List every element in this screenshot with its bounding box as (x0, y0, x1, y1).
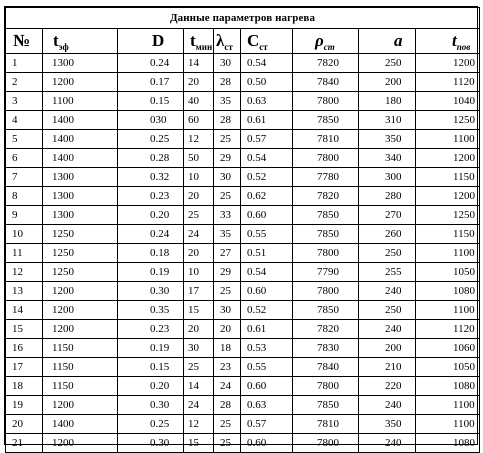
cell-density: 7800 (293, 92, 359, 111)
cell-number: 10 (6, 225, 43, 244)
cell-density: 7850 (293, 111, 359, 130)
cell-density: 7810 (293, 130, 359, 149)
cell-density: 7790 (293, 263, 359, 282)
cell-diameter: 0.15 (118, 92, 184, 111)
cell-t-min: 20 (184, 187, 214, 206)
cell-number: 7 (6, 168, 43, 187)
cell-lambda: 30 (214, 301, 241, 320)
cell-heat-capacity: 0.54 (241, 149, 293, 168)
cell-density: 7850 (293, 301, 359, 320)
cell-diameter: 030 (118, 111, 184, 130)
cell-t-eff: 1250 (43, 244, 118, 263)
cell-heat-capacity: 0.51 (241, 244, 293, 263)
cell-t-eff: 1200 (43, 73, 118, 92)
cell-t-min: 14 (184, 377, 214, 396)
cell-t-min: 14 (184, 54, 214, 73)
cell-density: 7820 (293, 54, 359, 73)
cell-t-min: 24 (184, 396, 214, 415)
cell-t-eff: 1400 (43, 415, 118, 434)
cell-t-surface: 1100 (416, 415, 480, 434)
cell-number: 18 (6, 377, 43, 396)
cell-density: 7820 (293, 320, 359, 339)
cell-t-eff: 1200 (43, 301, 118, 320)
cell-t-eff: 1200 (43, 434, 118, 453)
cell-number: 16 (6, 339, 43, 358)
table-row (6, 225, 480, 244)
cell-heat-capacity: 0.60 (241, 377, 293, 396)
cell-alpha: 240 (359, 320, 416, 339)
cell-alpha: 180 (359, 92, 416, 111)
cell-heat-capacity: 0.57 (241, 130, 293, 149)
cell-t-surface: 1250 (416, 111, 480, 130)
cell-lambda: 18 (214, 339, 241, 358)
header-alpha: a (359, 29, 416, 54)
cell-t-surface: 1080 (416, 434, 480, 453)
cell-heat-capacity: 0.54 (241, 263, 293, 282)
table-row (6, 377, 480, 396)
cell-diameter: 0.18 (118, 244, 184, 263)
header-lambda: $\lambda_{ст}$ (214, 29, 241, 54)
cell-t-min: 20 (184, 320, 214, 339)
cell-alpha: 300 (359, 168, 416, 187)
cell-t-surface: 1100 (416, 396, 480, 415)
cell-number: 5 (6, 130, 43, 149)
cell-number: 8 (6, 187, 43, 206)
cell-t-min: 30 (184, 339, 214, 358)
cell-t-eff: 1400 (43, 111, 118, 130)
cell-number: 19 (6, 396, 43, 415)
table-row (6, 263, 480, 282)
cell-diameter: 0.15 (118, 358, 184, 377)
cell-lambda: 29 (214, 149, 241, 168)
cell-alpha: 200 (359, 73, 416, 92)
cell-alpha: 250 (359, 54, 416, 73)
cell-alpha: 350 (359, 415, 416, 434)
cell-t-eff: 1300 (43, 168, 118, 187)
cell-heat-capacity: 0.52 (241, 301, 293, 320)
table-row (6, 187, 480, 206)
cell-t-surface: 1080 (416, 377, 480, 396)
cell-heat-capacity: 0.55 (241, 225, 293, 244)
cell-t-eff: 1250 (43, 225, 118, 244)
cell-t-eff: 1150 (43, 377, 118, 396)
cell-number: 12 (6, 263, 43, 282)
cell-t-surface: 1050 (416, 263, 480, 282)
cell-diameter: 0.17 (118, 73, 184, 92)
cell-heat-capacity: 0.53 (241, 339, 293, 358)
cell-lambda: 33 (214, 206, 241, 225)
header-diameter: D (118, 29, 184, 54)
cell-alpha: 250 (359, 244, 416, 263)
cell-lambda: 30 (214, 54, 241, 73)
cell-diameter: 0.30 (118, 396, 184, 415)
cell-alpha: 200 (359, 339, 416, 358)
parameters-table-frame (4, 6, 478, 449)
cell-number: 13 (6, 282, 43, 301)
cell-t-min: 25 (184, 206, 214, 225)
table-row (6, 282, 480, 301)
cell-t-surface: 1120 (416, 320, 480, 339)
cell-t-eff: 1100 (43, 92, 118, 111)
table-row (6, 206, 480, 225)
cell-t-eff: 1250 (43, 263, 118, 282)
cell-t-min: 12 (184, 130, 214, 149)
cell-lambda: 27 (214, 244, 241, 263)
cell-number: 4 (6, 111, 43, 130)
cell-t-min: 25 (184, 358, 214, 377)
cell-t-min: 10 (184, 168, 214, 187)
cell-diameter: 0.25 (118, 415, 184, 434)
table-row (6, 320, 480, 339)
cell-lambda: 25 (214, 187, 241, 206)
cell-lambda: 25 (214, 130, 241, 149)
cell-diameter: 0.30 (118, 282, 184, 301)
cell-diameter: 0.20 (118, 206, 184, 225)
cell-lambda: 20 (214, 320, 241, 339)
column-header-row (6, 29, 480, 54)
cell-t-surface: 1050 (416, 358, 480, 377)
cell-t-min: 20 (184, 73, 214, 92)
cell-t-eff: 1300 (43, 187, 118, 206)
cell-t-eff: 1400 (43, 130, 118, 149)
cell-t-min: 17 (184, 282, 214, 301)
cell-t-min: 12 (184, 415, 214, 434)
cell-diameter: 0.30 (118, 434, 184, 453)
table-row (6, 149, 480, 168)
cell-t-surface: 1200 (416, 149, 480, 168)
cell-number: 17 (6, 358, 43, 377)
heating-parameters-table (5, 7, 480, 453)
cell-number: 21 (6, 434, 43, 453)
header-density: $\rho_{ст}$ (293, 29, 359, 54)
cell-density: 7800 (293, 149, 359, 168)
cell-lambda: 25 (214, 415, 241, 434)
cell-heat-capacity: 0.60 (241, 434, 293, 453)
table-body (6, 54, 480, 453)
cell-lambda: 28 (214, 396, 241, 415)
cell-t-min: 24 (184, 225, 214, 244)
cell-t-surface: 1100 (416, 301, 480, 320)
cell-density: 7820 (293, 187, 359, 206)
cell-density: 7780 (293, 168, 359, 187)
cell-density: 7810 (293, 415, 359, 434)
cell-t-surface: 1080 (416, 282, 480, 301)
cell-alpha: 240 (359, 282, 416, 301)
cell-diameter: 0.23 (118, 320, 184, 339)
table-row (6, 130, 480, 149)
cell-alpha: 260 (359, 225, 416, 244)
cell-alpha: 270 (359, 206, 416, 225)
cell-density: 7850 (293, 396, 359, 415)
cell-alpha: 240 (359, 434, 416, 453)
cell-density: 7800 (293, 377, 359, 396)
cell-alpha: 310 (359, 111, 416, 130)
cell-alpha: 255 (359, 263, 416, 282)
cell-heat-capacity: 0.63 (241, 92, 293, 111)
cell-lambda: 35 (214, 92, 241, 111)
cell-density: 7800 (293, 282, 359, 301)
header-t-eff: $t_{эф}$ (43, 29, 118, 54)
cell-t-surface: 1200 (416, 187, 480, 206)
cell-heat-capacity: 0.61 (241, 320, 293, 339)
cell-diameter: 0.20 (118, 377, 184, 396)
cell-diameter: 0.24 (118, 225, 184, 244)
cell-t-min: 40 (184, 92, 214, 111)
cell-alpha: 280 (359, 187, 416, 206)
cell-t-eff: 1200 (43, 396, 118, 415)
cell-lambda: 30 (214, 168, 241, 187)
cell-density: 7850 (293, 225, 359, 244)
table-row (6, 73, 480, 92)
cell-alpha: 220 (359, 377, 416, 396)
header-t-surface: $t_{пов}$ (416, 29, 480, 54)
table-row (6, 358, 480, 377)
cell-t-surface: 1200 (416, 54, 480, 73)
cell-number: 2 (6, 73, 43, 92)
cell-t-min: 20 (184, 244, 214, 263)
cell-t-min: 60 (184, 111, 214, 130)
cell-t-eff: 1300 (43, 54, 118, 73)
cell-alpha: 210 (359, 358, 416, 377)
cell-t-surface: 1150 (416, 168, 480, 187)
table-row (6, 301, 480, 320)
cell-number: 1 (6, 54, 43, 73)
cell-heat-capacity: 0.55 (241, 358, 293, 377)
cell-diameter: 0.24 (118, 54, 184, 73)
cell-heat-capacity: 0.52 (241, 168, 293, 187)
cell-heat-capacity: 0.57 (241, 415, 293, 434)
cell-t-eff: 1400 (43, 149, 118, 168)
header-number: № (6, 29, 43, 54)
cell-diameter: 0.23 (118, 187, 184, 206)
table-row (6, 92, 480, 111)
cell-t-eff: 1200 (43, 282, 118, 301)
table-row (6, 111, 480, 130)
table-row (6, 244, 480, 263)
cell-lambda: 35 (214, 225, 241, 244)
cell-alpha: 340 (359, 149, 416, 168)
cell-alpha: 240 (359, 396, 416, 415)
cell-t-eff: 1150 (43, 358, 118, 377)
cell-density: 7800 (293, 434, 359, 453)
cell-t-min: 15 (184, 301, 214, 320)
cell-heat-capacity: 0.62 (241, 187, 293, 206)
header-heat-capacity: $C_{ст}$ (241, 29, 293, 54)
cell-density: 7850 (293, 206, 359, 225)
cell-heat-capacity: 0.63 (241, 396, 293, 415)
cell-diameter: 0.25 (118, 130, 184, 149)
cell-t-surface: 1120 (416, 73, 480, 92)
cell-number: 6 (6, 149, 43, 168)
header-t-min: $t_{мин}$ (184, 29, 214, 54)
cell-diameter: 0.19 (118, 263, 184, 282)
cell-alpha: 250 (359, 301, 416, 320)
cell-t-surface: 1150 (416, 225, 480, 244)
cell-alpha: 350 (359, 130, 416, 149)
cell-lambda: 24 (214, 377, 241, 396)
cell-t-surface: 1100 (416, 244, 480, 263)
cell-diameter: 0.32 (118, 168, 184, 187)
cell-lambda: 28 (214, 73, 241, 92)
cell-t-min: 50 (184, 149, 214, 168)
table-row (6, 54, 480, 73)
cell-density: 7800 (293, 244, 359, 263)
cell-lambda: 28 (214, 111, 241, 130)
table-row (6, 168, 480, 187)
cell-t-surface: 1060 (416, 339, 480, 358)
cell-t-eff: 1150 (43, 339, 118, 358)
cell-diameter: 0.19 (118, 339, 184, 358)
cell-t-surface: 1100 (416, 130, 480, 149)
cell-heat-capacity: 0.60 (241, 282, 293, 301)
cell-heat-capacity: 0.54 (241, 54, 293, 73)
cell-number: 9 (6, 206, 43, 225)
cell-lambda: 25 (214, 434, 241, 453)
cell-diameter: 0.35 (118, 301, 184, 320)
cell-number: 20 (6, 415, 43, 434)
cell-number: 3 (6, 92, 43, 111)
cell-heat-capacity: 0.61 (241, 111, 293, 130)
cell-t-eff: 1300 (43, 206, 118, 225)
cell-density: 7840 (293, 358, 359, 377)
cell-number: 15 (6, 320, 43, 339)
cell-lambda: 23 (214, 358, 241, 377)
cell-lambda: 29 (214, 263, 241, 282)
cell-number: 11 (6, 244, 43, 263)
table-row (6, 415, 480, 434)
cell-t-surface: 1040 (416, 92, 480, 111)
cell-diameter: 0.28 (118, 149, 184, 168)
cell-t-surface: 1250 (416, 206, 480, 225)
cell-t-eff: 1200 (43, 320, 118, 339)
cell-lambda: 25 (214, 282, 241, 301)
cell-t-min: 15 (184, 434, 214, 453)
table-title: Данные параметров нагрева (6, 8, 480, 29)
cell-heat-capacity: 0.50 (241, 73, 293, 92)
cell-t-min: 10 (184, 263, 214, 282)
cell-density: 7840 (293, 73, 359, 92)
cell-heat-capacity: 0.60 (241, 206, 293, 225)
cell-number: 14 (6, 301, 43, 320)
cell-density: 7830 (293, 339, 359, 358)
table-row (6, 339, 480, 358)
table-row (6, 396, 480, 415)
